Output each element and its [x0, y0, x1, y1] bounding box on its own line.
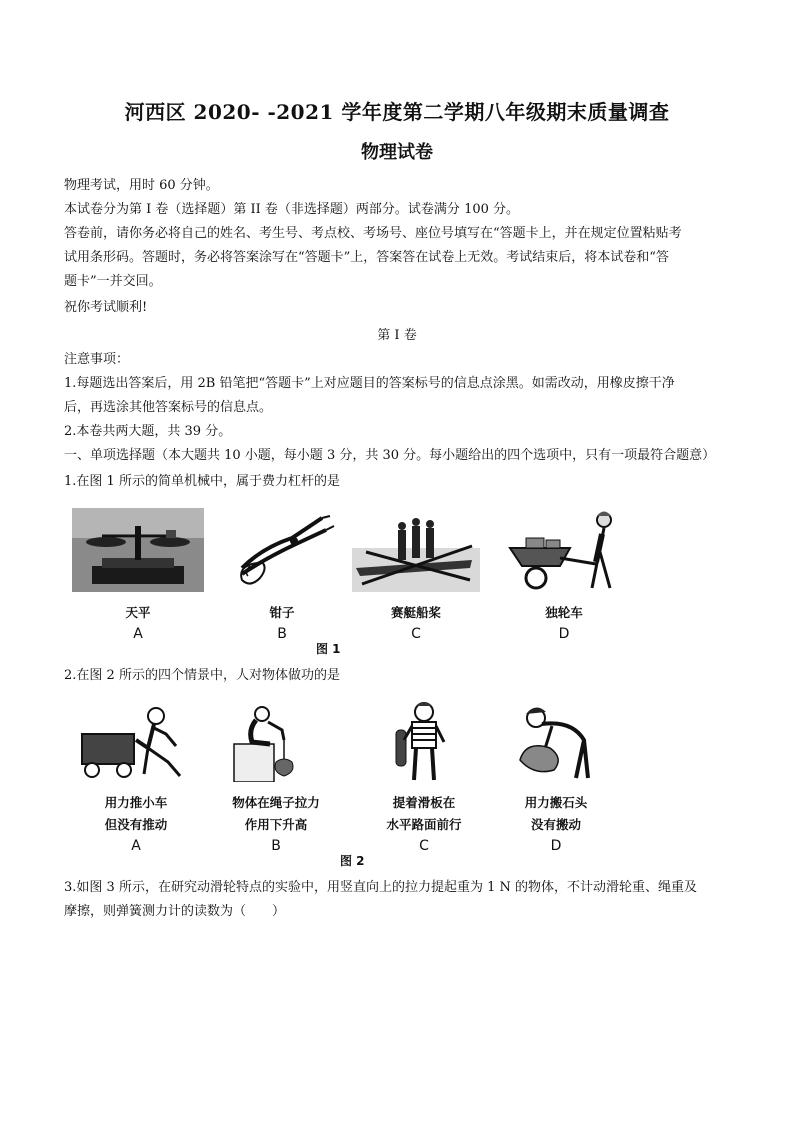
question-2: 2.在图 2 所示的四个情景中，人对物体做功的是: [64, 668, 340, 683]
section-heading: 第 I 卷: [377, 328, 417, 343]
option-caption: 提着滑板在: [392, 795, 456, 810]
figure-1-option-a: [72, 508, 204, 644]
figure-2: [64, 700, 740, 870]
option-caption: 但没有推动: [104, 817, 168, 832]
option-letter: A: [133, 626, 143, 642]
option-caption: 钳子: [269, 605, 295, 620]
wheelbarrow-icon: [500, 508, 628, 592]
option-caption: 天平: [125, 605, 151, 620]
option-caption: 没有搬动: [530, 817, 581, 832]
option-letter: D: [550, 838, 562, 854]
page-title: 河西区 2020- -2021 学年度第二学期八年级期末质量调查: [124, 100, 670, 124]
option-caption: 物体在绳子拉力: [232, 795, 320, 810]
page-subtitle: 物理试卷: [361, 142, 433, 163]
note-line: 1.每题选出答案后，用 2B 铅笔把“答题卡”上对应题目的答案标号的信息点涂黑。如需改动，用橡皮擦干净: [64, 376, 675, 391]
figure-1-option-d: [500, 508, 628, 644]
figure-2-option-a: [72, 700, 200, 856]
figure-1-label: 图 1: [316, 642, 341, 656]
option-letter: B: [271, 838, 281, 854]
figure-2-option-d: [492, 700, 620, 856]
pliers-icon: [222, 508, 342, 592]
question-3-line: 摩擦，则弹簧测力计的读数为（ ）: [64, 904, 286, 919]
intro-line: 物理考试，用时 60 分钟。: [64, 178, 219, 193]
rowing-boat-icon: [352, 508, 480, 592]
question-3-line: 3.如图 3 所示，在研究动滑轮特点的实验中，用竖直向上的拉力提起重为 1 N 的物体，不计动滑轮重、绳重及: [64, 880, 697, 895]
lifting-stone-icon: [492, 700, 620, 782]
intro-line: 祝你考试顺利!: [64, 300, 148, 315]
intro-line: 试用条形码。答题时，务必将答案涂写在“答题卡”上，答案答在试卷上无效。考试结束后，将本试卷和“答: [64, 250, 669, 265]
option-letter: C: [411, 626, 421, 642]
figure-1-option-c: [352, 508, 480, 644]
figure-1: [64, 508, 740, 658]
option-letter: A: [131, 838, 141, 854]
lifting-by-rope-icon: [212, 700, 340, 782]
notes-title: 注意事项：: [64, 352, 130, 367]
note-line: 2.本卷共两大题，共 39 分。: [64, 424, 232, 439]
option-caption: 作用下升高: [244, 817, 308, 832]
option-caption: 用力搬石头: [524, 795, 588, 810]
note-line: 后，再选涂其他答案标号的信息点。: [64, 400, 273, 415]
figure-2-option-c: [360, 700, 488, 856]
option-letter: D: [558, 626, 570, 642]
option-caption: 赛艇船桨: [390, 605, 441, 620]
option-caption: 用力推小车: [104, 795, 168, 810]
intro-line: 本试卷分为第 I 卷（选择题）第 II 卷（非选择题）两部分。试卷满分 100 分。: [64, 202, 520, 217]
balance-scale-icon: [72, 508, 204, 592]
carrying-skateboard-icon: [360, 700, 488, 782]
question-1: 1.在图 1 所示的简单机械中，属于费力杠杆的是: [64, 474, 340, 489]
pushing-cart-icon: [72, 700, 200, 782]
figure-2-label: 图 2: [340, 854, 365, 868]
option-caption: 独轮车: [545, 605, 583, 620]
option-letter: C: [419, 838, 429, 854]
figure-2-option-b: [212, 700, 340, 856]
option-letter: B: [277, 626, 287, 642]
figure-1-option-b: [222, 508, 342, 644]
intro-line: 答卷前，请你务必将自己的姓名、考生号、考点校、考场号、座位号填写在“答题卡上，并在规定位置粘贴考: [64, 226, 682, 241]
intro-line: 题卡”一并交回。: [64, 274, 162, 289]
part-one-instruction: 一、单项选择题（本大题共 10 小题，每小题 3 分，共 30 分。每小题给出的四个选项中，只有一项最符合题意）: [64, 448, 716, 463]
option-caption: 水平路面前行: [386, 817, 462, 832]
